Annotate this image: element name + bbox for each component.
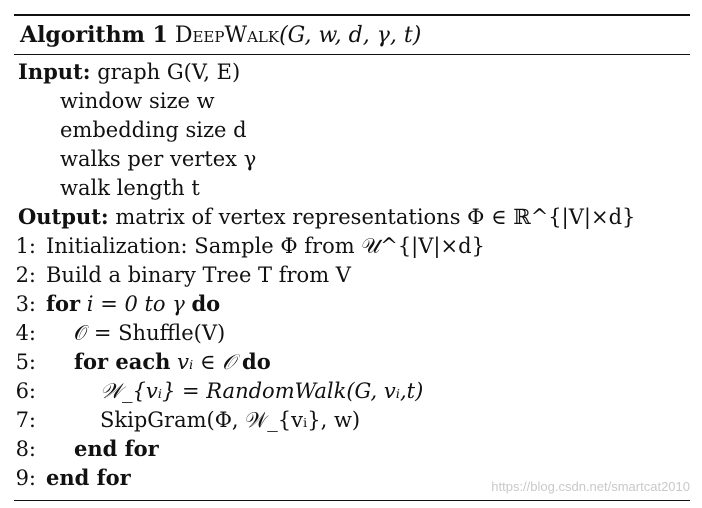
header-rule bbox=[14, 54, 690, 55]
output-text: matrix of vertex representations Φ ∈ ℝ^{|V|×d} bbox=[115, 205, 636, 229]
step-6 bbox=[15, 377, 424, 405]
step-text: i = 0 to γ bbox=[86, 292, 185, 316]
step-text: Build a binary Tree T from V bbox=[46, 263, 351, 287]
step-text: 𝒲_{vᵢ} = RandomWalk(G, vᵢ,t) bbox=[100, 379, 424, 403]
step-2 bbox=[14, 261, 351, 289]
step-4 bbox=[15, 319, 226, 347]
bottom-rule bbox=[14, 500, 690, 501]
step-3 bbox=[14, 290, 220, 318]
step-9 bbox=[14, 464, 131, 492]
keyword-end-for: end for bbox=[74, 436, 159, 461]
step-number: 3: bbox=[15, 292, 36, 316]
input-item-graph: graph G(V, E) bbox=[97, 60, 241, 84]
step-number: 5: bbox=[15, 350, 36, 374]
algorithm-args: (G, w, d, γ, t) bbox=[279, 23, 422, 48]
input-item-window: window size w bbox=[60, 89, 215, 113]
step-number: 2: bbox=[15, 263, 36, 287]
step-number: 6: bbox=[15, 379, 36, 403]
output-label: Output: bbox=[18, 204, 109, 229]
keyword-end-for: end for bbox=[46, 465, 131, 490]
algorithm-name: DeepWalk bbox=[174, 23, 280, 48]
input-item-walks: walks per vertex γ bbox=[60, 147, 257, 171]
step-number: 4: bbox=[15, 321, 36, 345]
top-rule bbox=[14, 14, 690, 16]
step-number: 1: bbox=[15, 234, 36, 258]
step-1 bbox=[14, 232, 485, 260]
keyword-do: do bbox=[242, 349, 271, 374]
step-number: 7: bbox=[15, 408, 36, 432]
step-text: SkipGram(Φ, 𝒲_{vᵢ}, w) bbox=[100, 408, 361, 432]
step-number: 9: bbox=[15, 466, 36, 490]
keyword-do: do bbox=[191, 291, 221, 316]
step-5 bbox=[15, 348, 271, 376]
input-label: Input: bbox=[18, 59, 91, 84]
step-number: 8: bbox=[15, 437, 36, 461]
step-text: vᵢ ∈ 𝒪 bbox=[177, 350, 236, 374]
step-text: 𝒪 = Shuffle(V) bbox=[74, 321, 226, 345]
input-item-embedding: embedding size d bbox=[60, 118, 247, 142]
keyword-for-each: for each bbox=[74, 349, 171, 374]
output-line bbox=[18, 203, 635, 231]
input-line bbox=[18, 58, 240, 86]
algorithm-label: Algorithm 1 bbox=[20, 22, 168, 48]
algorithm-box bbox=[14, 12, 690, 500]
watermark: https://blog.csdn.net/smartcat2010 bbox=[491, 479, 690, 494]
step-text: Initialization: Sample Φ from 𝒰^{|V|×d} bbox=[46, 234, 485, 258]
input-item-length: walk length t bbox=[60, 176, 200, 200]
keyword-for: for bbox=[46, 291, 81, 316]
algorithm-header bbox=[20, 20, 421, 51]
step-7 bbox=[15, 406, 361, 434]
step-8 bbox=[15, 435, 159, 463]
